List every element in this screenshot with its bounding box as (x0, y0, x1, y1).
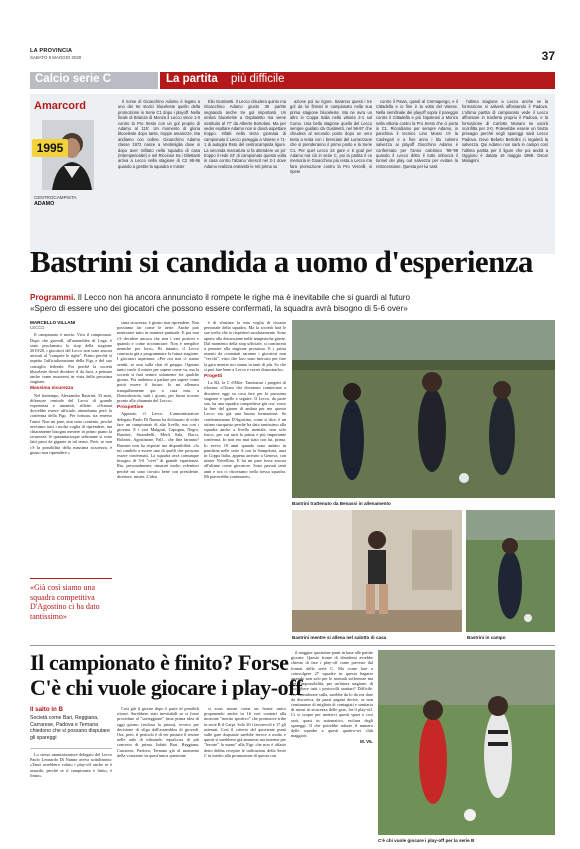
sidebar-text: Società come Bari, Reggiana, Carrarese, Padova e Ternana chiedono che si possano disputare gli spareggi (30, 715, 110, 741)
byline: MARCELLO VILLANI (30, 320, 76, 325)
photo-home (292, 510, 462, 632)
lead-standfirst (30, 292, 555, 314)
section-name (30, 72, 158, 89)
kicker-light: più difficile (231, 73, 285, 85)
second-headline-1: Il campionato è finito? Forse (30, 650, 289, 675)
standfirst-line-1: Il Lecco non ha ancora annunciato il rompete le righe ma è inevitabile che si guardi al futuro (77, 293, 411, 302)
football-field-photo-icon (466, 510, 555, 632)
football-training-photo-icon (292, 320, 555, 498)
year-label: 1995 (36, 141, 64, 155)
second-headline-2: C'è chi vuole giocare i play-off (30, 675, 303, 700)
lead-col-3: è di sfruttare la mia voglia di riscatto personale della squadra. Ma la società farà le sue scelte che io rispetterò assolutamente. Sono aperto alla discussione nelle tempistiche giuste. Dal momento della stop ufficiale, si comincerà a pensare alla stagione prossima. E i primi assenti da contattati saranno i giocatori non "vecchi", visto che loro sono mercato per fare la gara mentre noi siamo in tanti di più. So che si può fare bene a Lecco e vorrei dimostrarlo». Progetti La B2, la C d'Elite. Tantissimi i progetti di riforma: «Chiaro che dovranno cominciare a discutere oggi su cosa fare per la prossima stagione e quelle a seguire. Il Lecco, da parte sua, ha una squadra competitiva già ora: vorso la fine del girone di andata per me questo Lecco era già una buona formazione. Se confermeranno D'Agostino, come si dice, è un ottimo riacquisto perché ha dato tantissimo alla squadra anche a livello mentale, non solo fisico, per cui sarà la prima e più importante conferma. Io non ero mai stato con lui, prima. Io avevo 18 anni quando sono andato in panchina nelle serie A con la Sampdoria, anzi in Coppa Italia, appena arrivato a Genova, con mister Novellino. E lui mi pare fosse ancora all'ultime come giocatore. Sono passati tanti anni e ora ci ritroviamo nella stessa squadra. Mi piacerebbe continuare». (204, 320, 286, 479)
section-kicker (160, 72, 555, 89)
amarcord-col-2: Elio Gustinetti. Il Lecco chiudera quinto ma Gioacchino Adamo giusto 30 partite segnando anche tre gol importanti. Un ombra bluceleste a Ospitaletto ma viene sostituito al 77' da Alberto Bortolani. Ma per veder esultare Adamo non si dovrà aspettare troppo. Infatti nella terza giornata di campionato il Lecco pareggia a Varese e l'1-1 di autogira Reto del centrocampista ligure. La seconda marcatura si fa attendere un po' troppo il rede 23' di campionato questa volta in casa contro l'alzano Virescit nel 2-1 dove Adamo realizza entrambi le reti prima su (204, 99, 286, 169)
paper-name: LA PROVINCIA (30, 48, 73, 54)
football-match-photo-icon (378, 650, 555, 835)
amarcord-box (30, 94, 555, 254)
second-col-4: il maggior quoziente punti in base alle partite giocate. Questo fronte di dissidenti avrebbe chiesto di fare i play-off come previsto dal format della serie C. Ma come fare a coinvolgere 27 squadre in questa bagarre arrendo non solo per le normali sofferenze ma per l'impossibilità, per un'intera stagione, di accogliere tutti i protocolli sanitari? Difficile. Per considerare sulla, sarebbe da lo da rea dare da discoteca, da pazzi pagani decise, se non continuasse di migliaia di contagiati e sanitario di messi in sicurezza delle gare, fra il play-off. Ci si scopre per metterci questi spazi e così sarà, quasi in automatico, esclusa degli spareggi. Il che potrebbe ridurre il numero delle squadre a questi quattro-sei club maggiori. M. VIL (291, 650, 373, 745)
pullquote-text: «Già così siamo una squadra competitiva D'Agostino ci ha dato tantissimo» (30, 583, 100, 621)
second-col-1: Lo stesso amministratore delegato del Lecco Paolo Leonardo Di Nunno aveva sottolineato: «Tanti avrebbero voluto i play-off anche se è assurdo, perché se il campionato è finito, è finito». (30, 748, 112, 843)
photo-match (378, 650, 555, 835)
section-divider (30, 645, 555, 646)
second-col-3: si sono mosse come un fronte unico proponendo anche in 16 voti contrari alla mozione "merito sportivo" che promuove tribe in serie B il Carpi. Solo 20 i favorevoli e 17 gli astenuti. Così il criterio del quoziente punti sulle gare disputate sarebbe invece a molto e questi si sarebbero già ammessi ma insieme per "ferrare" la mano" alla Figc che non è affatto detto debba recepire le indicazioni della Serie C in merito alla promozione di questa con (204, 706, 286, 758)
lead-headline: Bastrini si candida a uomo d'esperienza (30, 244, 533, 279)
article-signature: M. VIL (360, 739, 373, 745)
caption-match: C'è chi vuole giocare i play-off per la serie B (378, 838, 475, 843)
photo-training (292, 320, 555, 498)
sidebar-title: Il salto in B (30, 706, 64, 713)
amarcord-col-5: l'ultima stagione a Lecco anche se la formazione si salverà affossando il Padova. L'ultima partita di campionato vede il Lecco affrontare in trasferta proprio il Padova, e la formazione di Carlotto Munaro ne uscirà sconfitta per 2-0. Potevebbe essere un brutto presagio perché negli spareggi sarà Lecco Padova. Dove Bebeto Bertolini ci regalerà la salvezza. Qui Adamo non sarà in campo così l'ultima partita per il ligure che poi andrà a Oggiono è datata 16 maggio 1999. Oscar Malagrini (462, 99, 548, 164)
lead-col-2: sima sicurezza, è giusto non riprendere. Non possiamo far come le aerie. Anche può mentorare tutto in maniera puntuale. E poi non c'è decidere ancora che non i vari positivi e quando e come riconinciare. Non è semplice neanche per loro». Ri intanto, il Lecco comincia già a programmare la futura stagione. I giocatori aspettano: «Per ora non ci siamo sentiti, se non sulla chat di gruppo. Ognuno tanto vuole il mister per sapere come va, ma la società si farà sentire solamente fra qualche giorno. Poi andremo a parlare per sapere come potrà essere il futuro. Io mi allenava tranquillamente qui a casa mia, a Domodossola, tutti i giorni, per farmi trovare pronto alla chiamata del Lecco». Prospettive Appunto, il Lecco. L'amministratore delegato Paolo Di Nunno ha dichiarato di voler fare un campionato di alto livello, ma con i giovani. E i vari Malgrati, Capogna, Negro, Bastrini, Strambelli, Merli Sala, Bacci, Bolzoni, Agostinone, Fall... che fine faranno? Bastrini non ha risposte ma disponibilità: «Io mi candido a essere uno di quelli che possono essere confermati. La squadra avrà comunque bisogno di 5-6 "over" di grande esperienza. Rio, personalmente, rimarrei molto volentieri perché mi sono trovato bene con presidente, direttore, mister. L'idea (117, 320, 199, 479)
subhead-progetti: Progetti (204, 374, 223, 380)
amarcord-col-4: contro il Pavia, quindi al Cremapergo, e il Cittadella e io fine è la volta del Varese. Nella semifinale dei playoff sopra il pareggio contro il Cittadella e poi l'apoteosi a Monza nella vittoria contro la Pro Sesto che ci porta in C1. Ricordiamo per sempre Adamo, in panchina il tecnico Lino Mussi c'è la Cadregari e a fine anno i blu colsero salvezza ai playoff Giocchino Adamo è confermato per l'anno calcistico '98-'99 quando il Lecco dritto il tutto imbocca il tunnel dei play out salvezza per evitare la retrocessione. Questa per lui sarà (376, 99, 458, 169)
amarcord-col-1: Il nome di Gioacchino Adamo è legato a uno dei tre storici bluceleste quello della promozione in Serie C1 dopo i playoff. Nella finale di Brianza di Monza il Lecco vince 1-0 contro la Pro Sesto con un gol proprio di Adamo al 115'. Un momento di gloria bluceleste dopo tante, troppe amarezze. Ma andiamo con ordine. Gioacchino Adamo classe 1972 nasce a Ventimiglia dove si dopo aver militato nella squadra di casa (Intemperiorale) e nel Riccione tra i Dilettanti arriva a Lecco nella stagione di C2 95-96 quando a gestire la squadra e mister (118, 99, 200, 169)
caption-training: Bastrini trattenuto da Benassi in allenamento (292, 501, 391, 506)
amarcord-role: CENTROCAMPISTA (34, 195, 77, 200)
section-bar (30, 72, 555, 89)
section-label: Calcio serie C (35, 73, 112, 85)
issue-date: SABATO 9 MAGGIO 2020 (30, 55, 82, 60)
subhead-prospettive: Prospettive (117, 405, 144, 411)
page-number: 37 (541, 49, 555, 63)
pullquote (30, 578, 112, 634)
lead-col-1: MARCELLO VILLANI LECCO Il campionato è morto. Viva il campionato. Dopo che giovedì, all'assemblea di Lega, è stato proclamato lo stop della stagione 2019/20, i giocatori del Lecco non sono ancora arrivati al "rompete le righe". Primo perché si aspetta l'ufficializzazione della Figc e del suo consiglio federale. Poi perché la società bluceleste dovrà decidere il da farsi, a pensare anche come muoversi in vista della prossima stagione. Massima sicurezza Nel frattempo, Alessandro Bastrini, 33 anni, difensore centrale del Lecco di grande esperienza e umanità, riflette. «Oramai dovrebbe essere ufficiale, attendiamo però la conferma della Figc. Per fortuna, sta emerso l'armi. Non mi pare, non sono contento, perché avevamo tutti i molta voglia di riprendere, ma chiaramente bisogna mettere in primo piano la sicurezza: le quarantacinque settimane si sono fatti passi da gigante in tal senso. Però, se non c'è la possibilità della massima sicurezza, è giusto non riprendere.» (30, 320, 112, 455)
sidebar-box (30, 706, 112, 741)
second-col-2: Così già il giorno dopo è parte di possibili ritorni. Sarebbero stati inevitabili se si fosse proceduto al "sorteggione" (mia prima idea di oggi giorno (esclusa la prima), ovvero per decisione di sfiga dall'assemblea di giovedì. Ora, però, il pericolo è di ver passare il testare nelle aule di tribunale, equalcosa di più concreto di prima. Infatti Bari, Reggiana, Carrarese, Padova, Ternana già al momento della votazione su quest'unica questione (117, 706, 199, 758)
subhead-sicurezza: Massima sicurezza (30, 386, 74, 392)
home-workout-photo-icon (292, 510, 462, 632)
amarcord-name: ADAMO (34, 201, 55, 207)
amarcord-col-3: azione poi su rigore. Saranno questi i tre gol da lui firmati in campionato nella sua prima stagione bluceleste. Ma ne avra un altro in Coppa Italia nella vittoria 2-1 sul Como. Una bella stagione quella del Lecco sempre guidato da Gustinetti, nel 96-97 che chiudera al secondo posto dopo un vero testa a testa con i bresciani del Lumezzane che si prenderanno il primo posto e la Serie C1. Per quel Lecco 24 gare e 6 goal per Adamo ma ciò in serie C. poi la partita il ce memoria in Gioacchino più resta a Lecco ma fara promozione contro la Pro Vercelli, si ripete (290, 99, 372, 175)
amarcord-year (32, 139, 68, 157)
standfirst-kicker: Programmi. (30, 293, 76, 302)
masthead (30, 48, 555, 72)
photo-field (466, 510, 555, 632)
caption-home: Bastrini mentre si allena nel salotto di casa (292, 635, 387, 640)
dateline: LECCO (30, 325, 45, 331)
standfirst-line-2: «Spero di essere uno dei giocatori che possono essere confermati, la squadra avrà bisogno di 5-6 over» (30, 304, 408, 313)
kicker-bold: La partita (166, 73, 218, 85)
caption-field: Bastrini in campo (467, 635, 506, 640)
amarcord-label: Amarcord (34, 100, 86, 112)
